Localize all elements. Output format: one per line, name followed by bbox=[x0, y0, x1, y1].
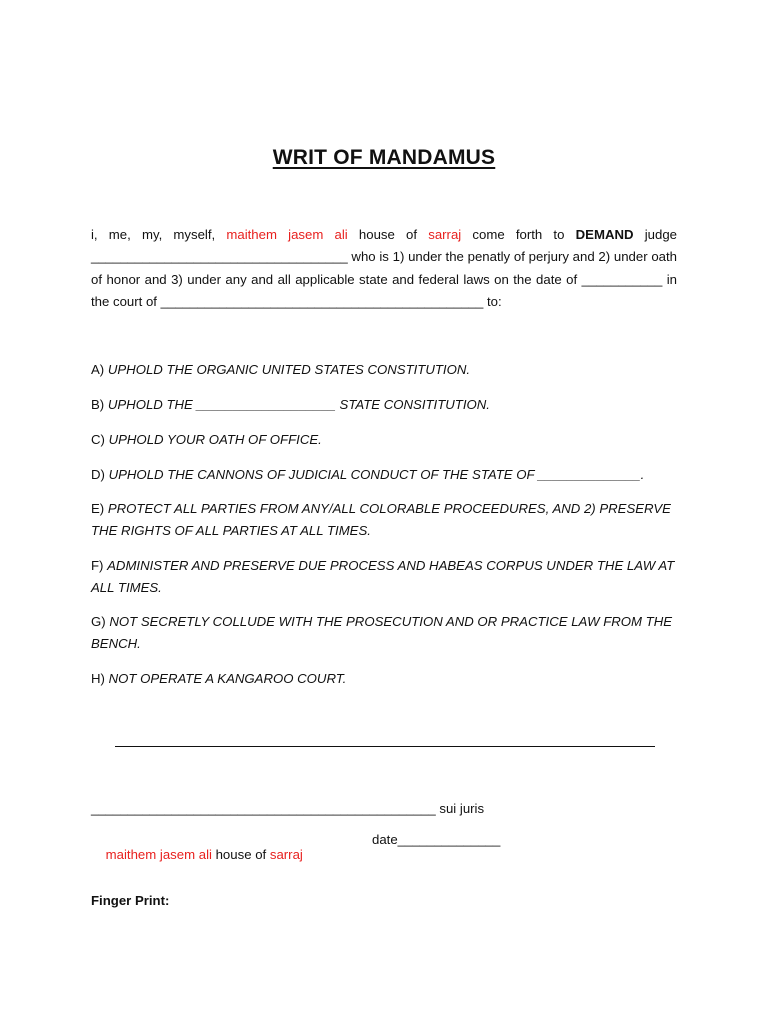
item-text: NOT SECRETLY COLLUDE WITH THE PROSECUTION AND OR PRACTICE LAW FROM THE BENCH. bbox=[91, 614, 673, 651]
intro-text-3: come forth to bbox=[461, 227, 576, 242]
sui-juris-line: _______________________________________________ sui juris bbox=[91, 801, 485, 816]
item-text: ADMINISTER AND PRESERVE DUE PROCESS AND HABEAS CORPUS UNDER THE LAW AT ALL TIMES. bbox=[91, 558, 675, 595]
house-name: sarraj bbox=[428, 227, 462, 242]
item-text: UPHOLD THE ORGANIC UNITED STATES CONSTITUTION. bbox=[107, 362, 471, 377]
item-text: PROTECT ALL PARTIES FROM ANY/ALL COLORABLE PROCEEDURES, AND 2) PRESERVE THE RIGHTS OF ALL PARTIES AT ALL TIMES. bbox=[91, 501, 671, 538]
date-field: date______________ bbox=[372, 832, 501, 847]
item-letter: E) bbox=[91, 501, 108, 516]
intro-text-1: i, me, my, myself, bbox=[91, 227, 227, 242]
signatory-house-of: house of bbox=[211, 847, 270, 862]
item-text: NOT OPERATE A KANGAROO COURT. bbox=[108, 671, 347, 686]
demand-item-e bbox=[91, 498, 677, 542]
finger-print-label: Finger Print: bbox=[91, 893, 170, 908]
demand-item-h bbox=[91, 668, 677, 690]
item-letter: A) bbox=[91, 362, 108, 377]
demand-word: DEMAND bbox=[575, 227, 634, 242]
demand-item-f bbox=[91, 555, 677, 599]
signatory-row bbox=[91, 832, 303, 877]
signatory-name: maithem jasem ali bbox=[105, 847, 212, 862]
item-letter: B) bbox=[91, 397, 108, 412]
item-text: UPHOLD THE CANNONS OF JUDICIAL CONDUCT OF THE STATE OF ______________. bbox=[108, 467, 645, 482]
demand-item-g bbox=[91, 611, 677, 655]
signature-rule bbox=[115, 746, 655, 747]
demand-item-b bbox=[91, 394, 677, 416]
item-text: UPHOLD YOUR OATH OF OFFICE. bbox=[108, 432, 322, 447]
intro-text-4: judge ___________________________________ who is 1) under the penatly of perjury and 2) under oath of honor and 3) under any and all applicable state and federal laws on the date of ___________ in the court of ____________________________________________ to: bbox=[91, 227, 677, 309]
item-letter: F) bbox=[91, 558, 108, 573]
demand-item-d bbox=[91, 464, 677, 486]
signatory-house: sarraj bbox=[269, 847, 303, 862]
intro-text-2: house of bbox=[347, 227, 429, 242]
document-title: WRIT OF MANDAMUS bbox=[272, 146, 496, 169]
intro-paragraph bbox=[91, 224, 677, 313]
item-letter: C) bbox=[91, 432, 109, 447]
petitioner-name: maithem jasem ali bbox=[226, 227, 348, 242]
item-letter: G) bbox=[91, 614, 110, 629]
demand-item-c bbox=[91, 429, 677, 451]
item-letter: D) bbox=[91, 467, 109, 482]
item-text: UPHOLD THE ___________________ STATE CONSITITUTION. bbox=[107, 397, 490, 412]
item-letter: H) bbox=[91, 671, 109, 686]
demand-item-a bbox=[91, 359, 677, 381]
